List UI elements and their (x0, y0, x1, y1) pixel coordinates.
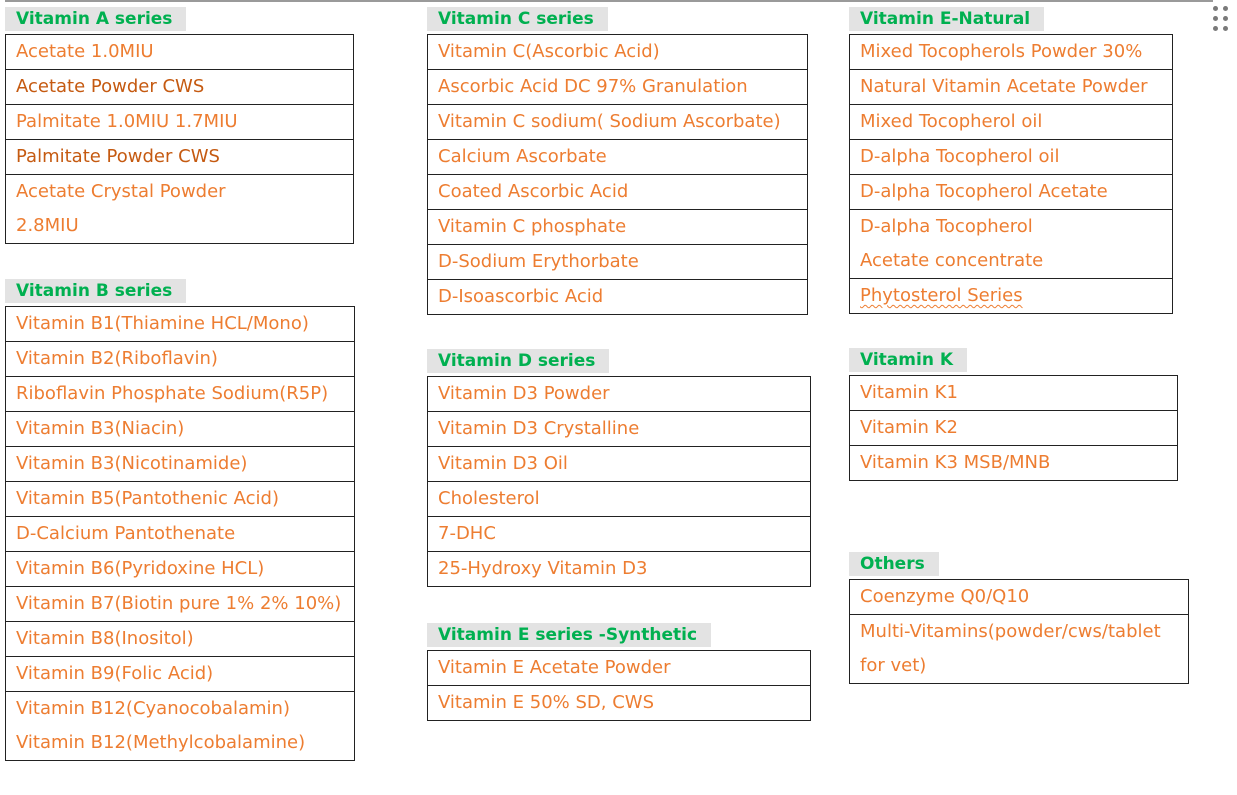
table-row: D-Calcium Pantothenate (6, 516, 354, 551)
row-line: Acetate concentrate (860, 250, 1044, 271)
table-row: Palmitate Powder CWS (6, 139, 353, 174)
table-row: Vitamin B9(Folic Acid) (6, 656, 354, 691)
table-row: Vitamin B2(Riboflavin) (6, 341, 354, 376)
table-row: D-Isoascorbic Acid (428, 279, 807, 314)
table-row: Vitamin B3(Niacin) (6, 411, 354, 446)
table-row (6, 174, 353, 243)
section-heading: Vitamin K (849, 348, 967, 372)
table-row: Palmitate 1.0MIU 1.7MIU (6, 104, 353, 139)
table-row: Vitamin B3(Nicotinamide) (6, 446, 354, 481)
section-heading: Vitamin D series (427, 349, 609, 373)
vitamin-b-section (5, 279, 355, 761)
row-line: Vitamin B12(Methylcobalamine) (16, 732, 306, 753)
table-row: Acetate 1.0MIU (16, 41, 154, 62)
row-line: Multi-Vitamins(powder/cws/tablet (860, 621, 1161, 642)
section-heading: Vitamin C series (427, 7, 608, 31)
others-table (849, 579, 1189, 684)
table-row: Vitamin B6(Pyridoxine HCL) (6, 551, 354, 586)
spellcheck-underlined-text: Phytosterol Series (860, 285, 1023, 306)
table-row: Riboflavin Phosphate Sodium(R5P) (6, 376, 354, 411)
vitamin-a-table (5, 34, 354, 244)
vitamin-e-natural-table (849, 34, 1173, 314)
table-row (6, 691, 354, 760)
row-line: Vitamin B12(Cyanocobalamin) (16, 698, 290, 719)
table-row: 25-Hydroxy Vitamin D3 (428, 551, 810, 586)
table-row (850, 614, 1188, 683)
table-row: Vitamin K3 MSB/MNB (850, 445, 1177, 480)
row-line: for vet) (860, 655, 927, 676)
table-row: Vitamin B8(Inositol) (6, 621, 354, 656)
table-row: Vitamin D3 Oil (428, 446, 810, 481)
table-row: Vitamin B7(Biotin pure 1% 2% 10%) (6, 586, 354, 621)
table-row: Vitamin B5(Pantothenic Acid) (6, 481, 354, 516)
vitamin-c-section (427, 7, 808, 315)
vitamin-e-synthetic-section (427, 623, 811, 721)
row-line: 2.8MIU (16, 215, 79, 236)
table-row (850, 278, 1172, 313)
vitamin-d-section (427, 349, 811, 587)
table-row: Coated Ascorbic Acid (428, 174, 807, 209)
table-row: Vitamin E Acetate Powder (438, 657, 671, 678)
table-row: Vitamin C sodium( Sodium Ascorbate) (428, 104, 807, 139)
table-row: Vitamin D3 Crystalline (428, 411, 810, 446)
table-row: Vitamin D3 Powder (438, 383, 610, 404)
table-row: D-alpha Tocopherol Acetate (850, 174, 1172, 209)
table-row: Vitamin C(Ascorbic Acid) (438, 41, 660, 62)
vitamin-k-section (849, 348, 1178, 481)
table-row: Ascorbic Acid DC 97% Granulation (428, 69, 807, 104)
vitamin-e-natural-section (849, 7, 1173, 314)
section-heading: Vitamin B series (5, 279, 186, 303)
vitamin-k-table (849, 375, 1178, 481)
table-row: Vitamin K1 (860, 382, 958, 403)
section-heading: Vitamin A series (5, 7, 186, 31)
section-heading: Others (849, 552, 939, 576)
row-line: D-alpha Tocopherol (860, 216, 1033, 237)
vitamin-a-section (5, 7, 354, 244)
vitamin-b-table (5, 306, 355, 761)
table-row: Natural Vitamin Acetate Powder (850, 69, 1172, 104)
top-border-line (5, 0, 1213, 2)
table-row: Mixed Tocopherols Powder 30% (860, 41, 1143, 62)
table-row: Acetate Powder CWS (6, 69, 353, 104)
grip-dots-icon[interactable] (1212, 6, 1232, 36)
table-row: 7-DHC (428, 516, 810, 551)
table-row: Vitamin B1(Thiamine HCL/Mono) (16, 313, 309, 334)
table-row: Vitamin C phosphate (428, 209, 807, 244)
table-row: D-Sodium Erythorbate (428, 244, 807, 279)
vitamin-d-table (427, 376, 811, 587)
table-row: Coenzyme Q0/Q10 (860, 586, 1030, 607)
table-row (850, 209, 1172, 278)
section-heading: Vitamin E series -Synthetic (427, 623, 711, 647)
section-heading: Vitamin E-Natural (849, 7, 1044, 31)
vitamin-e-synthetic-table (427, 650, 811, 721)
table-row: Vitamin E 50% SD, CWS (428, 685, 810, 720)
table-row: Cholesterol (428, 481, 810, 516)
row-line: Acetate Crystal Powder (16, 181, 226, 202)
table-row: Vitamin K2 (850, 410, 1177, 445)
table-row: Calcium Ascorbate (428, 139, 807, 174)
others-section (849, 552, 1189, 684)
table-row: D-alpha Tocopherol oil (850, 139, 1172, 174)
vitamin-c-table (427, 34, 808, 315)
table-row: Mixed Tocopherol oil (850, 104, 1172, 139)
